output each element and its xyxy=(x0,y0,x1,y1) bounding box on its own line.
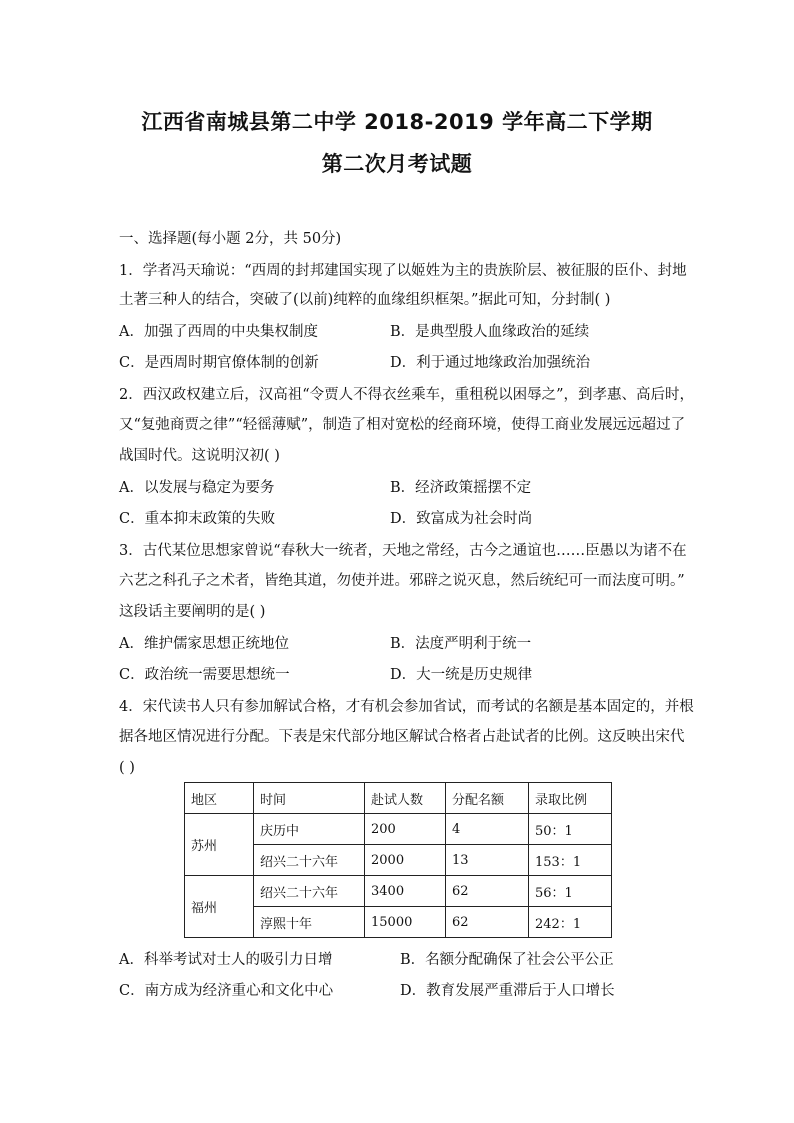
table-cell: 62 xyxy=(446,876,529,907)
q3-option-d: D．大一统是历史规律 xyxy=(390,667,533,683)
section-heading: 一、选择题(每小题 2分，共 50分) xyxy=(119,231,342,247)
q1-option-b: B．是典型殷人血缘政治的延续 xyxy=(390,324,590,340)
q4-stem-line-1: 4．宋代读书人只有参加解试合格，才有机会参加省试，而考试的名额是基本固定的，并根 xyxy=(119,699,694,715)
table-header-cell: 地区 xyxy=(185,783,254,814)
q1-option-c: C．是西周时期官僚体制的创新 xyxy=(119,355,319,371)
q1-stem-line-2: 土著三种人的结合，突破了(以前)纯粹的血缘组织框架。”据此可知，分封制( ) xyxy=(119,292,611,308)
exam-ratio-table xyxy=(184,782,612,938)
q2-stem-line-1: 2．西汉政权建立后，汉高祖“令贾人不得衣丝乘车，重租税以困辱之”，到孝惠、高后时， xyxy=(119,387,695,403)
table-cell: 2000 xyxy=(365,845,446,876)
q1-option-d: D．利于通过地缘政治加强统治 xyxy=(390,355,591,371)
table-header-cell: 赴试人数 xyxy=(365,783,446,814)
page-title-line-2: 第二次月考试题 xyxy=(321,152,473,176)
q2-option-a: A．以发展与稳定为要务 xyxy=(119,480,275,496)
q4-option-b: B．名额分配确保了社会公平公正 xyxy=(400,952,614,968)
q4-option-d: D．教育发展严重滞后于人口增长 xyxy=(400,983,615,999)
table-header-cell: 分配名额 xyxy=(446,783,529,814)
table-row xyxy=(185,814,612,845)
q2-option-b: B．经济政策摇摆不定 xyxy=(390,480,532,496)
q3-option-a: A．维护儒家思想正统地位 xyxy=(119,636,289,652)
table-cell: 4 xyxy=(446,814,529,845)
table-cell: 13 xyxy=(446,845,529,876)
q2-stem-line-2: 又“复弛商贾之律”“轻徭薄赋”，制造了相对宽松的经商环境，使得工商业发展远远超过了 xyxy=(119,417,686,433)
table-cell: 242：1 xyxy=(529,907,612,938)
table-cell: 200 xyxy=(365,814,446,845)
table-cell: 15000 xyxy=(365,907,446,938)
table-region-cell: 福州 xyxy=(185,876,254,938)
q4-stem-line-2: 据各地区情况进行分配。下表是宋代部分地区解试合格者占赴试者的比例。这反映出宋代 xyxy=(119,729,685,745)
table-header-cell: 录取比例 xyxy=(529,783,612,814)
table-cell: 56：1 xyxy=(529,876,612,907)
table-cell: 3400 xyxy=(365,876,446,907)
q2-option-d: D．致富成为社会时尚 xyxy=(390,511,533,527)
q3-stem-line-1: 3．古代某位思想家曾说“春秋大一统者，天地之常经，古今之通谊也……臣愚以为诸不在 xyxy=(119,543,687,559)
table-cell: 62 xyxy=(446,907,529,938)
table-cell: 50：1 xyxy=(529,814,612,845)
table-cell: 153：1 xyxy=(529,845,612,876)
table-cell: 庆历中 xyxy=(254,814,365,845)
table-header-cell: 时间 xyxy=(254,783,365,814)
q2-stem-line-3: 战国时代。这说明汉初( ) xyxy=(119,448,280,464)
table-cell: 绍兴二十六年 xyxy=(254,845,365,876)
q1-stem-line-1: 1．学者冯天瑜说：“西周的封邦建国实现了以姬姓为主的贵族阶层、被征服的臣仆、封地 xyxy=(119,263,687,279)
q4-option-a: A．科举考试对士人的吸引力日增 xyxy=(119,952,333,968)
q4-option-c: C．南方成为经济重心和文化中心 xyxy=(119,983,334,999)
q2-option-c: C．重本抑末政策的失败 xyxy=(119,511,276,527)
q3-option-b: B．法度严明利于统一 xyxy=(390,636,532,652)
table-region-cell: 苏州 xyxy=(185,814,254,876)
table-header-row xyxy=(185,783,612,814)
table-cell: 淳熙十年 xyxy=(254,907,365,938)
table-row xyxy=(185,876,612,907)
q4-stem-line-3: ( ) xyxy=(119,760,135,776)
q3-option-c: C．政治统一需要思想统一 xyxy=(119,667,290,683)
page-title-line-1: 江西省南城县第二中学 2018-2019 学年高二下学期 xyxy=(141,110,653,134)
q3-stem-line-3: 这段话主要阐明的是( ) xyxy=(119,604,266,620)
q3-stem-line-2: 六艺之科孔子之术者，皆绝其道，勿使并进。邪辟之说灭息，然后统纪可一而法度可明。” xyxy=(119,573,685,589)
table-cell: 绍兴二十六年 xyxy=(254,876,365,907)
q1-option-a: A．加强了西周的中央集权制度 xyxy=(119,324,318,340)
